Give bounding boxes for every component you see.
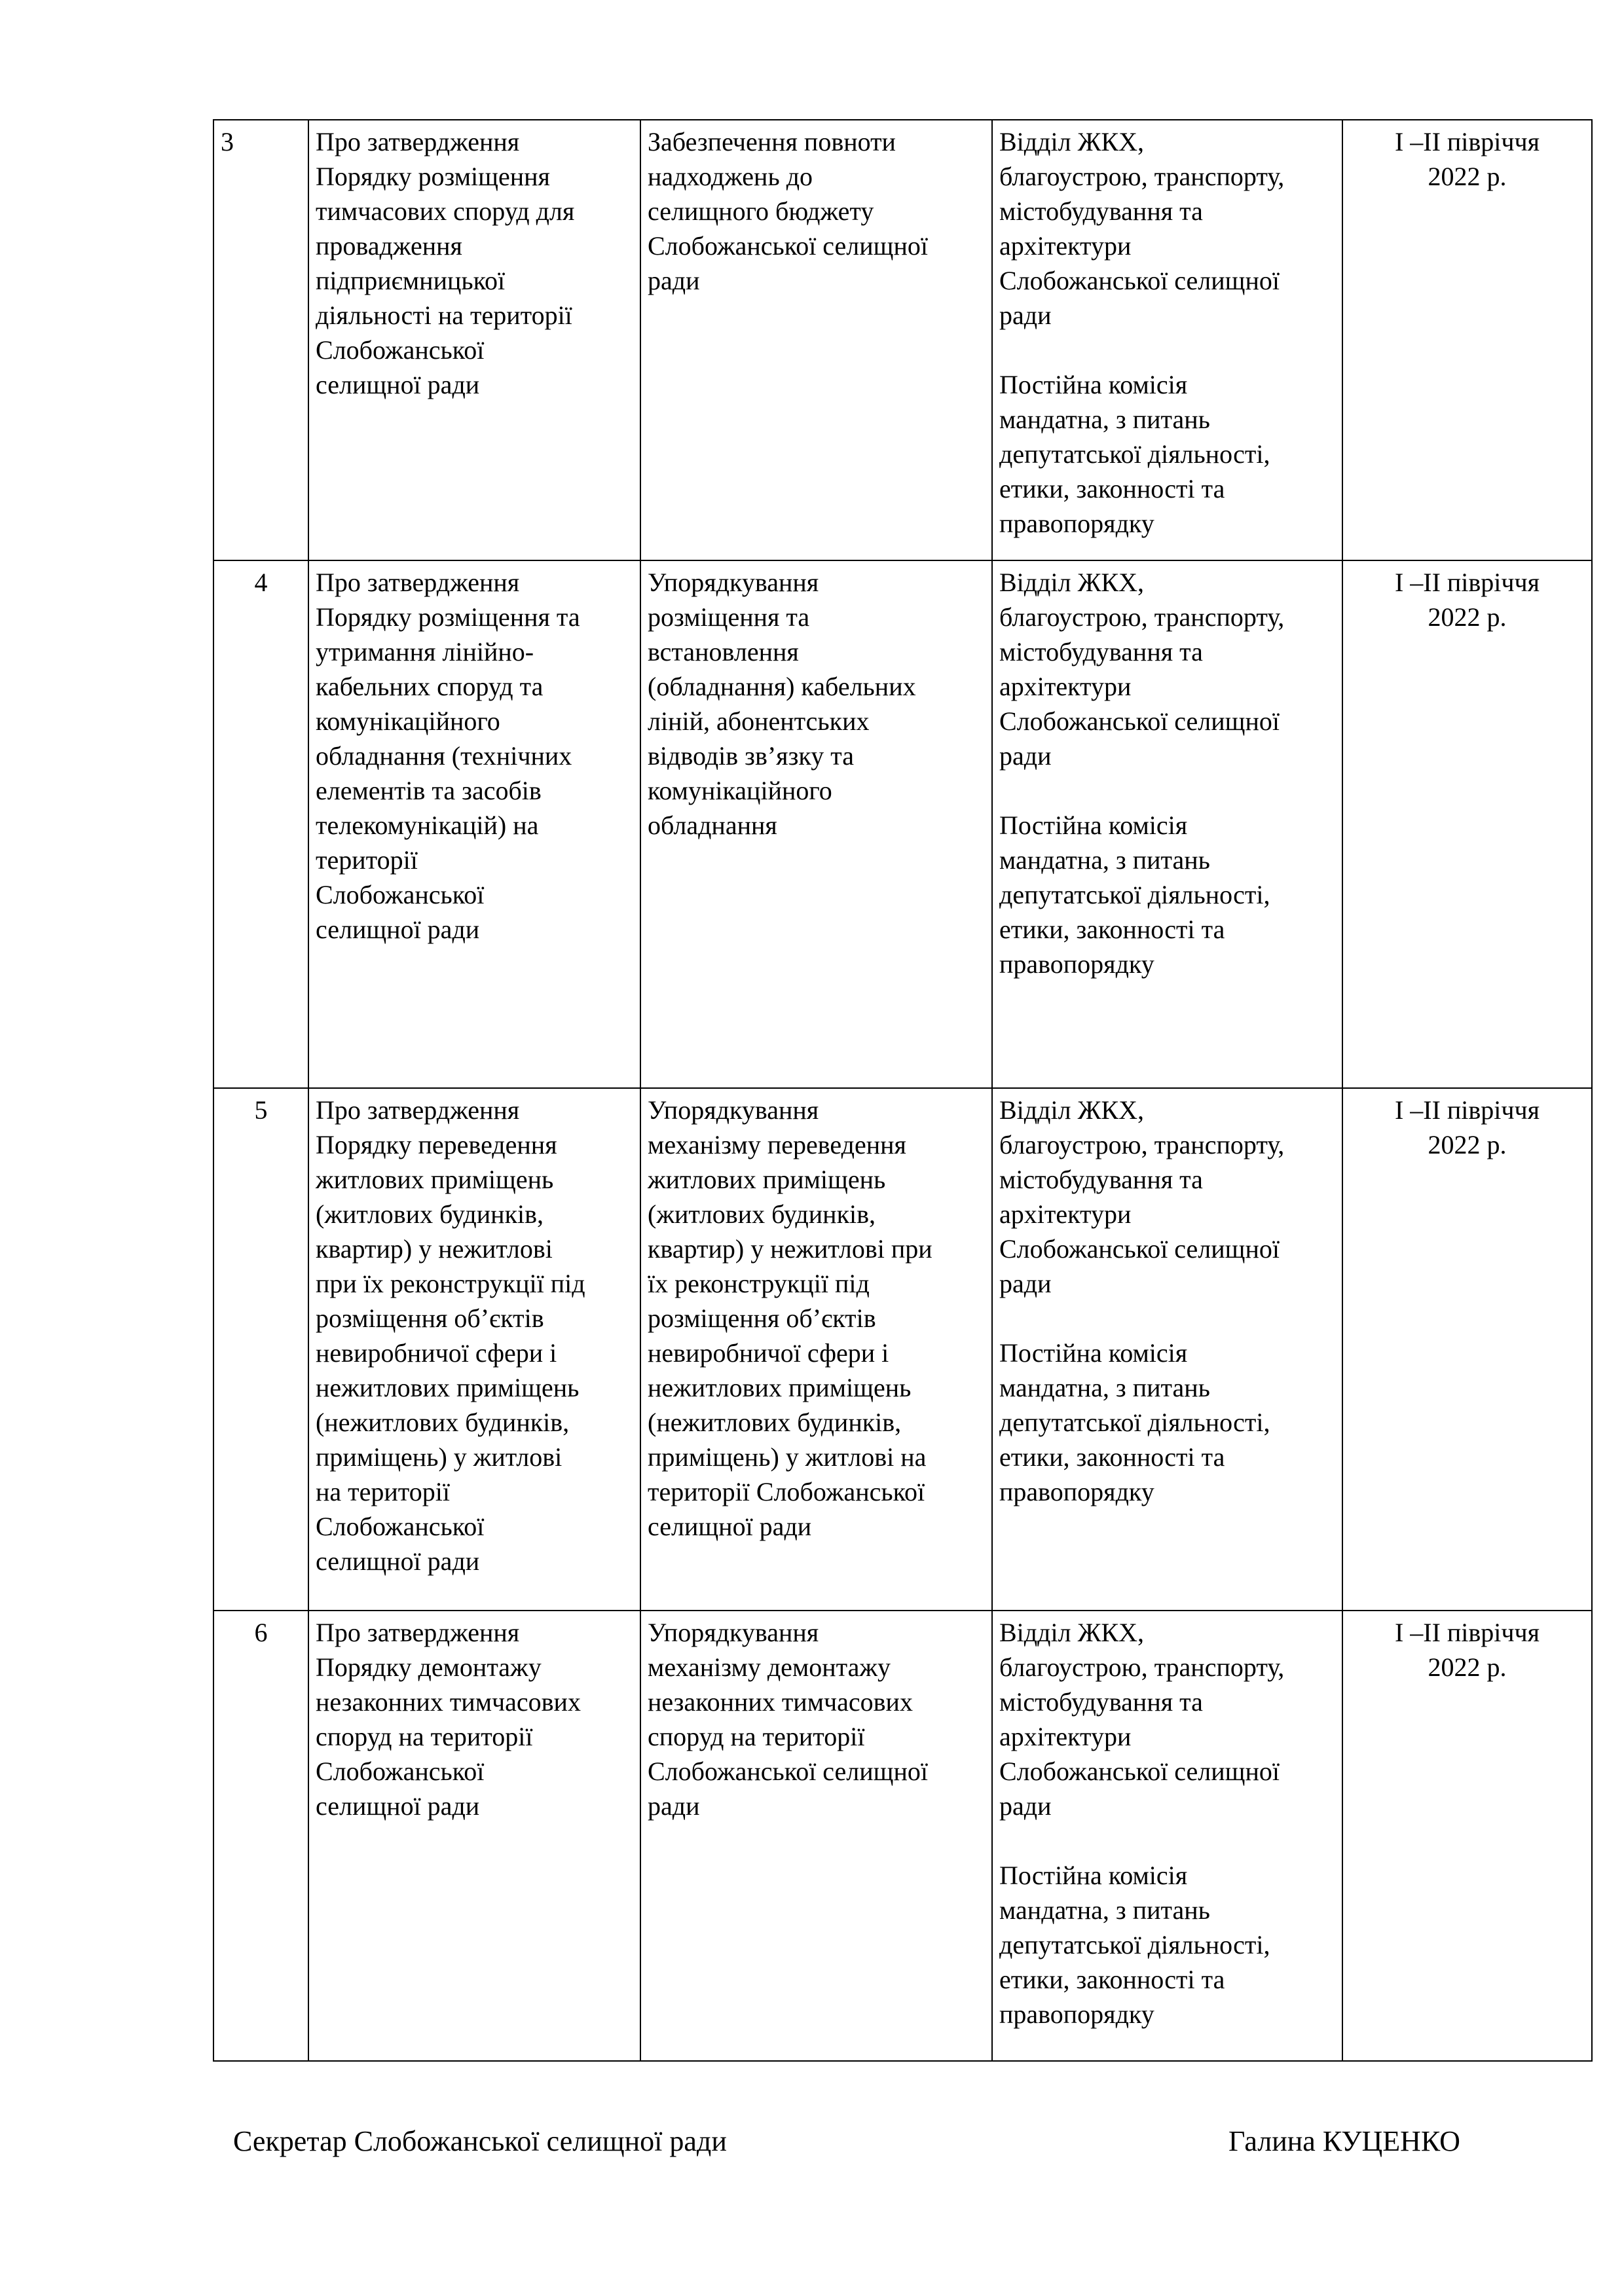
text-line: нежитлових приміщень [648, 1373, 912, 1402]
responsible [992, 1611, 1342, 2061]
text-line: Про затвердження [316, 568, 520, 597]
text-line: селищного бюджету [648, 196, 874, 226]
text-line: приміщень) у житлові [316, 1442, 563, 1472]
text-line: правопорядку [999, 509, 1154, 538]
text-line: на території [316, 1477, 450, 1506]
responsible [992, 560, 1342, 1088]
text-line: І –ІІ півріччя [1394, 1618, 1540, 1647]
text-line: комунікаційного [316, 706, 500, 736]
text-line: етики, законності та [999, 474, 1225, 503]
text-line: надходжень до [648, 162, 813, 191]
text-line: Про затвердження [316, 1618, 520, 1647]
text-line: відводів зв’язку та [648, 741, 854, 771]
text-line: ради [648, 1791, 700, 1821]
text-line: мандатна, з питань [999, 1895, 1210, 1925]
table-row [213, 1088, 1592, 1611]
text-line: комунікаційного [648, 776, 832, 805]
measure-title [308, 1088, 640, 1611]
text-line: містобудування та [999, 1687, 1203, 1717]
spacer [999, 1301, 1335, 1336]
measure-goal [640, 1611, 992, 2061]
text-line: Слобожанської селищної [999, 1757, 1280, 1786]
measure-goal [640, 560, 992, 1088]
text-line: невиробничої сфери і [316, 1338, 557, 1368]
text-line: мандатна, з питань [999, 845, 1210, 875]
text-line: І –ІІ півріччя [1394, 568, 1540, 597]
measure-title [308, 1611, 640, 2061]
text-line: Постійна комісія [999, 811, 1188, 840]
text-line: розміщення та [648, 602, 810, 632]
text-line: Відділ ЖКХ, [999, 1618, 1144, 1647]
text-line: благоустрою, транспорту, [999, 1652, 1285, 1682]
measure-goal [640, 1088, 992, 1611]
text-line: житлових приміщень [316, 1165, 554, 1194]
text-line: Постійна комісія [999, 1338, 1188, 1368]
text-line: при їх реконструкції під [316, 1269, 585, 1298]
text-line: депутатської діяльності, [999, 880, 1270, 909]
text-line: Слобожанської [316, 335, 485, 365]
text-line: Постійна комісія [999, 370, 1188, 399]
text-line: квартир) у нежитлові при [648, 1234, 932, 1264]
text-line: мандатна, з питань [999, 1373, 1210, 1402]
text-line: механізму переведення [648, 1130, 906, 1159]
row-number: 4 [213, 560, 308, 1088]
text-line: депутатської діяльності, [999, 1930, 1270, 1959]
text-line: кабельних споруд та [316, 672, 544, 701]
term [1342, 560, 1592, 1088]
text-line: Відділ ЖКХ, [999, 568, 1144, 597]
text-line: Слобожанської селищної [648, 231, 928, 261]
text-line: містобудування та [999, 196, 1203, 226]
text-line: мандатна, з питань [999, 405, 1210, 434]
text-line: містобудування та [999, 637, 1203, 666]
text-line: селищної ради [316, 1791, 480, 1821]
text-line: благоустрою, транспорту, [999, 162, 1285, 191]
text-line: діяльності на території [316, 301, 572, 330]
text-line: Порядку розміщення та [316, 602, 580, 632]
text-line: ради [999, 1269, 1052, 1298]
text-line: провадження [316, 231, 462, 261]
text-line: квартир) у нежитлові [316, 1234, 553, 1264]
text-line: незаконних тимчасових [316, 1687, 581, 1717]
text-line: Про затвердження [316, 1095, 520, 1125]
text-line: селищної ради [316, 1546, 480, 1576]
text-line: Про затвердження [316, 127, 520, 156]
spacer [999, 1823, 1335, 1858]
text-line: депутатської діяльності, [999, 1408, 1270, 1437]
text-line: (нежитлових будинків, [316, 1408, 570, 1437]
text-line: їх реконструкції під [648, 1269, 870, 1298]
text-line: споруд на території [648, 1722, 865, 1751]
text-line: І –ІІ півріччя [1394, 127, 1540, 156]
text-line: благоустрою, транспорту, [999, 1130, 1285, 1159]
measure-title [308, 560, 640, 1088]
measure-title [308, 120, 640, 560]
text-line: ради [999, 741, 1052, 771]
text-line: містобудування та [999, 1165, 1203, 1194]
text-line: депутатської діяльності, [999, 439, 1270, 469]
text-line: селищної ради [316, 370, 480, 399]
row-number: 6 [213, 1611, 308, 2061]
spacer [999, 773, 1335, 808]
text-line: Слобожанської [316, 1512, 485, 1541]
text-line: незаконних тимчасових [648, 1687, 913, 1717]
spacer [999, 333, 1335, 367]
text-line: Відділ ЖКХ, [999, 127, 1144, 156]
text-line: підприємницької [316, 266, 506, 295]
text-line: благоустрою, транспорту, [999, 602, 1285, 632]
signature-position: Секретар Слобожанської селищної ради [233, 2125, 727, 2157]
text-line: Слобожанської [316, 1757, 485, 1786]
text-line: архітектури [999, 231, 1132, 261]
text-line: Порядку демонтажу [316, 1652, 542, 1682]
text-line: невиробничої сфери і [648, 1338, 889, 1368]
text-line: ради [999, 301, 1052, 330]
text-line: 2022 р. [1428, 602, 1507, 632]
text-line: Порядку переведення [316, 1130, 557, 1159]
text-line: правопорядку [999, 1477, 1154, 1506]
text-line: 2022 р. [1428, 1130, 1507, 1159]
text-line: механізму демонтажу [648, 1652, 891, 1682]
term [1342, 120, 1592, 560]
text-line: елементів та засобів [316, 776, 542, 805]
text-line: Упорядкування [648, 568, 819, 597]
term [1342, 1611, 1592, 2061]
table-row [213, 1611, 1592, 2061]
text-line: Упорядкування [648, 1618, 819, 1647]
text-line: селищної ради [316, 915, 480, 944]
text-line: архітектури [999, 672, 1132, 701]
row-number: 5 [213, 1088, 308, 1611]
responsible [992, 1088, 1342, 1611]
text-line: Забезпечення повноти [648, 127, 896, 156]
text-line: 2022 р. [1428, 1652, 1507, 1682]
text-line: території Слобожанської [648, 1477, 925, 1506]
text-line: житлових приміщень [648, 1165, 886, 1194]
text-line: тимчасових споруд для [316, 196, 575, 226]
text-line: архітектури [999, 1199, 1132, 1229]
text-line: обладнання (технічних [316, 741, 572, 771]
text-line: встановлення [648, 637, 799, 666]
signature-name: Галина КУЦЕНКО [1228, 2125, 1460, 2157]
text-line: обладнання [648, 811, 777, 840]
text-line: території [316, 845, 418, 875]
text-line: селищної ради [648, 1512, 812, 1541]
text-line: (обладнання) кабельних [648, 672, 916, 701]
text-line: (житлових будинків, [648, 1199, 876, 1229]
measure-goal [640, 120, 992, 560]
text-line: етики, законності та [999, 915, 1225, 944]
responsible [992, 120, 1342, 560]
text-line: етики, законності та [999, 1442, 1225, 1472]
text-line: Слобожанської [316, 880, 485, 909]
text-line: приміщень) у житлові на [648, 1442, 927, 1472]
text-line: розміщення об’єктів [648, 1303, 876, 1333]
text-line: етики, законності та [999, 1965, 1225, 1994]
text-line: ради [648, 266, 700, 295]
term [1342, 1088, 1592, 1611]
table-row [213, 560, 1592, 1088]
text-line: телекомунікацій) на [316, 811, 539, 840]
text-line: архітектури [999, 1722, 1132, 1751]
text-line: ради [999, 1791, 1052, 1821]
text-line: Слобожанської селищної [999, 1234, 1280, 1264]
text-line: Відділ ЖКХ, [999, 1095, 1144, 1125]
text-line: 2022 р. [1428, 162, 1507, 191]
text-line: правопорядку [999, 1999, 1154, 2029]
text-line: утримання лінійно- [316, 637, 534, 666]
plan-table [213, 119, 1593, 2062]
text-line: правопорядку [999, 949, 1154, 979]
text-line: Слобожанської селищної [999, 706, 1280, 736]
text-line: Слобожанської селищної [999, 266, 1280, 295]
text-line: Слобожанської селищної [648, 1757, 928, 1786]
text-line: ліній, абонентських [648, 706, 870, 736]
text-line: Упорядкування [648, 1095, 819, 1125]
text-line: (нежитлових будинків, [648, 1408, 902, 1437]
text-line: Порядку розміщення [316, 162, 550, 191]
text-line: споруд на території [316, 1722, 533, 1751]
text-line: І –ІІ півріччя [1394, 1095, 1540, 1125]
text-line: розміщення об’єктів [316, 1303, 544, 1333]
row-number: 3 [213, 120, 308, 560]
table-row [213, 120, 1592, 560]
text-line: (житлових будинків, [316, 1199, 544, 1229]
text-line: Постійна комісія [999, 1861, 1188, 1890]
text-line: нежитлових приміщень [316, 1373, 580, 1402]
